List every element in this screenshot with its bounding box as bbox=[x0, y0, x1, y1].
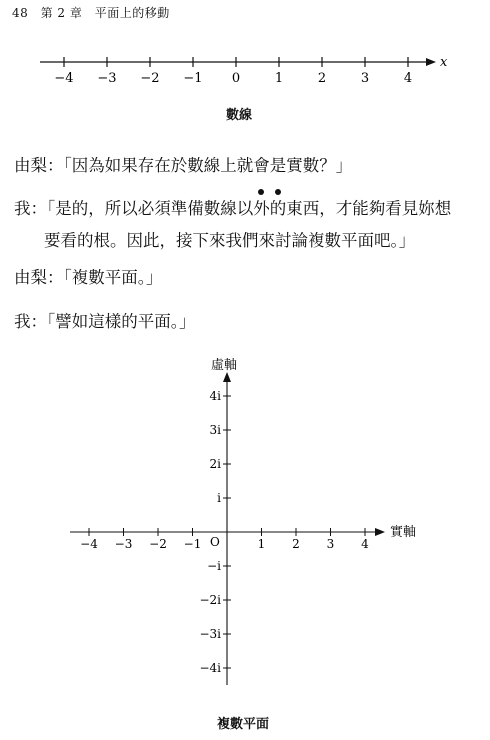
number-line-tick-label: −4 bbox=[54, 71, 74, 86]
page-number: 48 bbox=[12, 6, 29, 20]
dialogue-line-3 bbox=[14, 262, 163, 294]
real-axis-tick-label: 1 bbox=[257, 537, 266, 551]
imaginary-axis-tick-label: 4i bbox=[209, 389, 221, 403]
imaginary-axis-tick-label: −3i bbox=[199, 627, 221, 641]
dialogue-line-2 bbox=[14, 193, 451, 257]
dialogue-text: 「是的，所以必須準備數線以外的東西，才能夠看見妳想 bbox=[47, 199, 452, 218]
speaker-name: 我： bbox=[14, 199, 47, 218]
speaker-name: 由梨： bbox=[14, 268, 64, 287]
origin-label: O bbox=[210, 535, 220, 549]
number-line-tick-label: 1 bbox=[274, 71, 284, 86]
emphasis-dot bbox=[275, 189, 281, 195]
dialogue-line-4 bbox=[14, 306, 196, 338]
number-line-tick-label: 2 bbox=[317, 71, 327, 86]
imaginary-axis-arrow bbox=[223, 372, 231, 382]
dialogue-text-continued: 要看的根。因此，接下來我們來討論複數平面吧。」 bbox=[44, 231, 416, 250]
imaginary-axis-tick-label: −4i bbox=[199, 661, 221, 675]
number-line-tick-label: 3 bbox=[360, 71, 370, 86]
number-line-tick-label: −3 bbox=[97, 71, 117, 86]
real-axis-tick-label: −2 bbox=[149, 537, 167, 551]
real-axis-tick-label: 3 bbox=[326, 537, 335, 551]
speaker-name: 由梨： bbox=[14, 156, 64, 175]
emphasis-dot bbox=[258, 189, 264, 195]
imaginary-axis-tick-label: −2i bbox=[199, 593, 221, 607]
number-line-tick-label: 4 bbox=[403, 71, 413, 86]
real-axis-tick-label: 4 bbox=[361, 537, 369, 551]
number-line-tick-label: −2 bbox=[140, 71, 160, 86]
complex-plane bbox=[70, 357, 416, 685]
imaginary-axis-tick-label: 2i bbox=[209, 457, 221, 471]
real-axis-tick-label: 2 bbox=[292, 537, 300, 551]
number-line-x-label: x bbox=[440, 55, 448, 70]
real-axis-tick-label: −3 bbox=[114, 537, 133, 551]
real-axis-tick-label: −4 bbox=[80, 537, 98, 551]
complex-plane-caption: 複數平面 bbox=[217, 717, 270, 732]
dialogue-text: 「因為如果存在於數線上就會是實數？」 bbox=[63, 156, 353, 175]
imaginary-axis-tick-label: 3i bbox=[209, 423, 221, 437]
dialogue-line-1 bbox=[14, 150, 352, 182]
dialogue-text: 「譬如這樣的平面。」 bbox=[47, 312, 196, 331]
number-line-caption: 數線 bbox=[226, 108, 253, 123]
imaginary-axis-tick-label: i bbox=[217, 491, 221, 505]
chapter-label: 第 2 章 bbox=[40, 6, 83, 20]
speaker-name: 我： bbox=[14, 312, 47, 331]
number-line-tick-label: −1 bbox=[183, 71, 203, 86]
imaginary-axis-label: 虛軸 bbox=[211, 358, 238, 373]
dialogue-text: 「複數平面。」 bbox=[63, 268, 163, 287]
real-axis-arrow bbox=[375, 528, 385, 536]
number-line-arrow bbox=[426, 58, 436, 66]
section-title: 平面上的移動 bbox=[94, 6, 170, 20]
real-axis-tick-label: −1 bbox=[183, 537, 202, 551]
real-axis-label: 實軸 bbox=[390, 525, 417, 540]
number-line-tick-label: 0 bbox=[231, 71, 241, 86]
number-line bbox=[40, 55, 448, 86]
imaginary-axis-tick-label: −i bbox=[207, 559, 221, 573]
